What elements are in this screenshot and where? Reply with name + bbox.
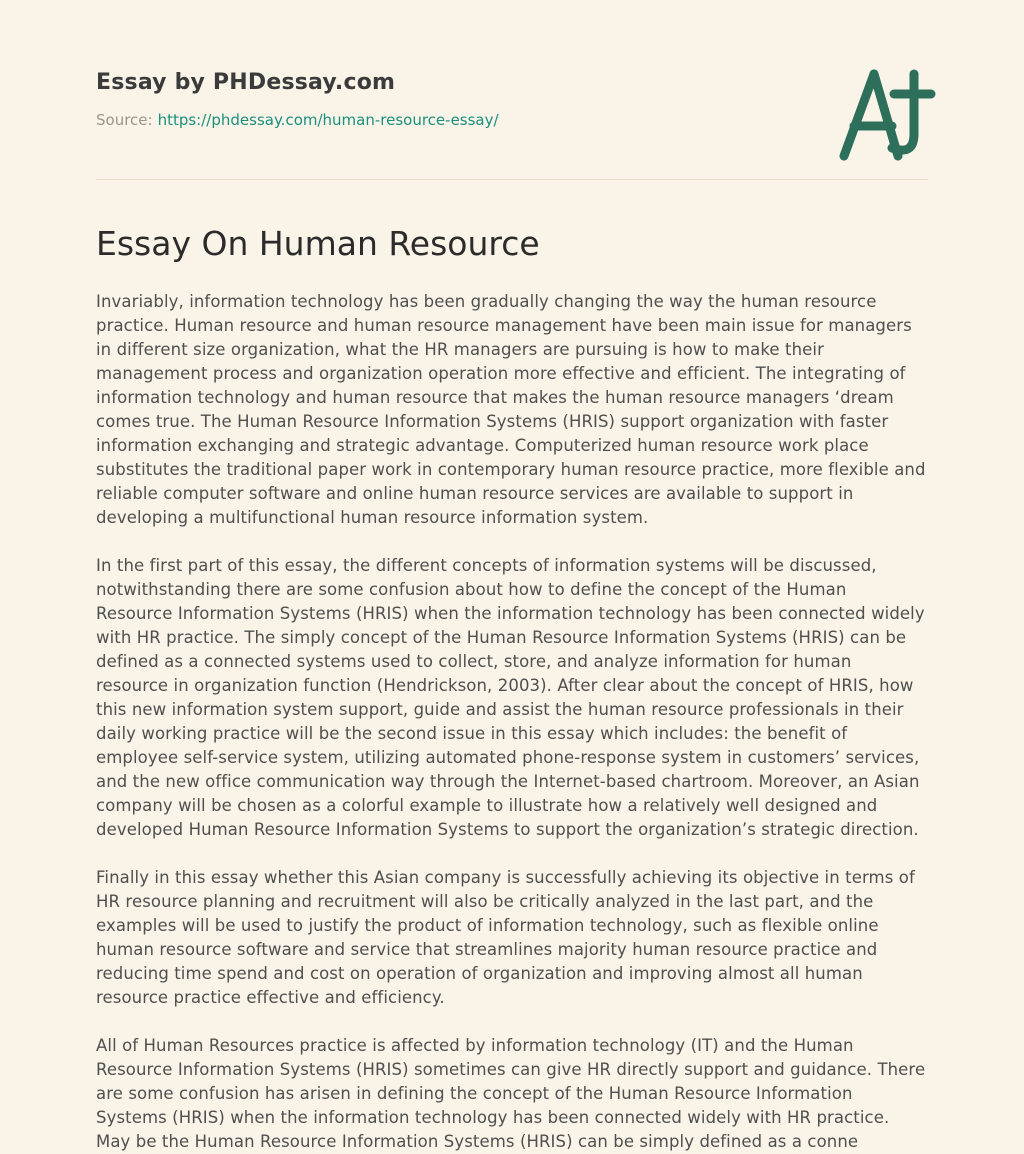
header-divider [96, 179, 928, 180]
source-label: Source: [96, 111, 153, 129]
essay-paragraph: Finally in this essay whether this Asian company is successfully achieving its objective in terms of HR resource planning and recruitment will also be critically analyzed in the last part, and the examples will be used to justify the product of information technology, such as flexible online human resource software and service that streamlines majority human resource practice and reducing time spend and cost on operation of organization and improving almost all human resource practice effective and efficiency. [96, 868, 915, 1007]
essay-paragraph: All of Human Resources practice is affected by information technology (IT) and the Human Resource Information Systems (HRIS) sometimes can give HR directly support and guidance. There are some confusion has arisen in defining the concept of the Human Resource Information Systems (HRIS) when the information technology has been connected widely with HR practice. May be the Human Resource Information Systems (HRIS) can be simply defined as a conne [96, 1036, 926, 1151]
essay-paragraph: Invariably, information technology has been gradually changing the way the human resource practice. Human resource and human resource management have been main issue for managers in different size organization, what the HR managers are pursuing is how to make their management process and organization operation more effective and efficient. The integrating of information technology and human resource that makes the human resource managers ‘dream comes true. The Human Resource Information Systems (HRIS) support organization with faster information exchanging and strategic advantage. Computerized human resource work place substitutes the traditional paper work in contemporary human resource practice, more flexible and reliable computer software and online human resource services are available to support in developing a multifunctional human resource information system. [96, 292, 926, 527]
essay-content [96, 224, 928, 1154]
essay-title: Essay On Human Resource [96, 224, 540, 263]
source-row [96, 111, 928, 129]
essay-paragraph: In the first part of this essay, the different concepts of information systems will be discussed, notwithstanding there are some confusion about how to define the concept of the Human Resource Information Systems (HRIS) when the information technology has been connected widely with HR practice. The simply concept of the Human Resource Information Systems (HRIS) can be defined as a connected systems used to collect, store, and analyze information for human resource in organization function (Hendrickson, 2003). After clear about the concept of HRIS, how this new information system support, guide and assist the human resource professionals in their daily working practice will be the second issue in this essay which includes: the benefit of employee self-service system, utilizing automated phone-response system in customers’ services, and the new office communication way through the Internet-based chartroom. Moreover, an Asian company will be chosen as a colorful example to illustrate how a relatively well designed and developed Human Resource Information Systems to support the organization’s strategic direction. [96, 556, 925, 839]
source-link[interactable]: https://phdessay.com/human-resource-essay/ [157, 111, 499, 129]
phdessay-logo-icon [836, 66, 936, 164]
essay-body [96, 290, 928, 1154]
page-header [96, 70, 928, 129]
byline: Essay by PHDessay.com [96, 70, 396, 95]
